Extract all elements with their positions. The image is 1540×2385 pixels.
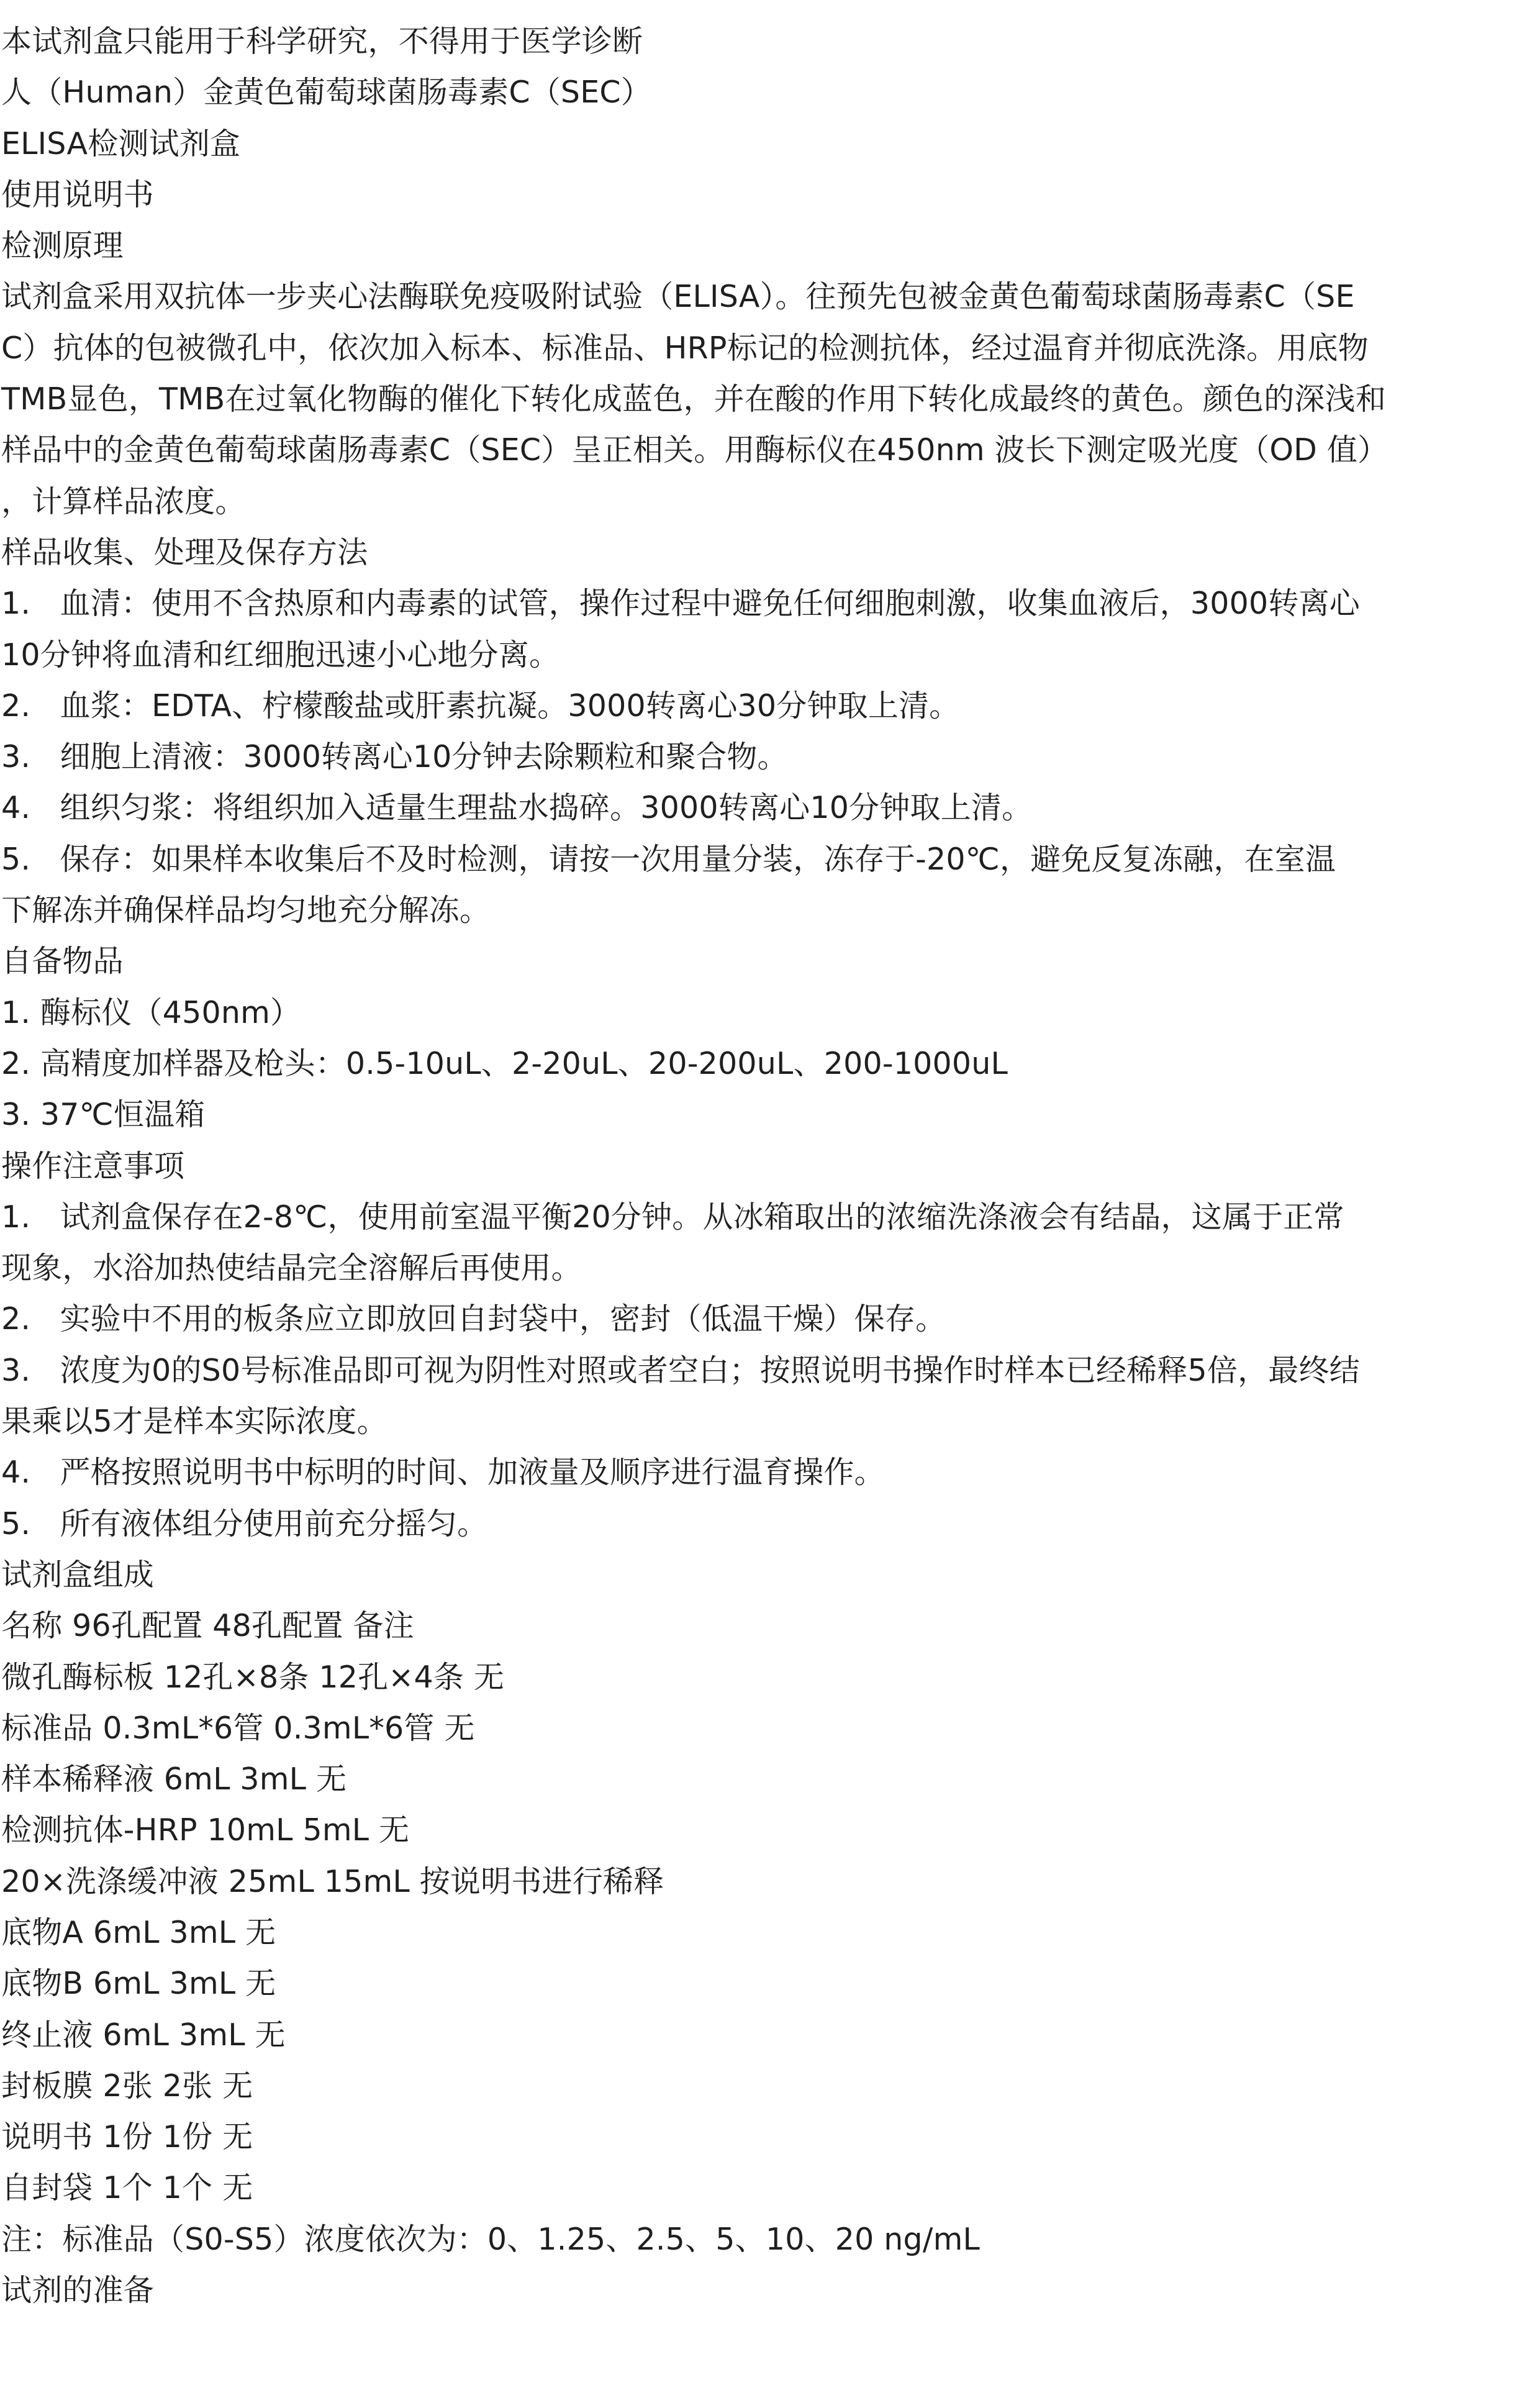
component-row: 微孔酶标板 12孔×8条 12孔×4条 无 xyxy=(1,1659,505,1695)
list-item-continuation: 下解冻并确保样品均匀地充分解冻。 xyxy=(1,893,491,929)
component-row: 20×洗涤缓冲液 25mL 15mL 按说明书进行稀释 xyxy=(1,1863,664,1899)
list-item-continuation: 10分钟将血清和红细胞迅速小心地分离。 xyxy=(1,637,560,673)
list-item: 3. 浓度为0的S0号标准品即可视为阴性对照或者空白；按照说明书操作时样本已经稀释5倍，最终结 xyxy=(1,1352,1360,1388)
paragraph-line: 试剂盒采用双抗体一步夹心法酶联免疫吸附试验（ELISA）。往预先包被金黄色葡萄球菌肠毒素C（SE xyxy=(1,279,1355,315)
component-row: 底物A 6mL 3mL 无 xyxy=(1,1914,276,1950)
section-heading-sample: 样品收集、处理及保存方法 xyxy=(1,534,368,570)
component-row: 终止液 6mL 3mL 无 xyxy=(1,2017,286,2053)
section-heading-principle: 检测原理 xyxy=(1,228,124,264)
list-item: 2. 高精度加样器及枪头：0.5-10uL、2-20uL、20-200uL、200-1000uL xyxy=(1,1045,1008,1081)
component-row: 底物B 6mL 3mL 无 xyxy=(1,1966,276,2002)
product-title-line: 人（Human）金黄色葡萄球菌肠毒素C（SEC） xyxy=(1,75,652,111)
list-item: 1. 血清：使用不含热原和内毒素的试管，操作过程中避免任何细胞刺激，收集血液后，3000转离心 xyxy=(1,586,1360,622)
paragraph-line: TMB显色，TMB在过氧化物酶的催化下转化成蓝色，并在酸的作用下转化成最终的黄色。颜色的深浅和 xyxy=(1,381,1387,417)
disclaimer-line: 本试剂盒只能用于科学研究，不得用于医学诊断 xyxy=(1,24,643,59)
section-heading-kit-components: 试剂盒组成 xyxy=(1,1556,155,1592)
list-item-continuation: 现象，水浴加热使结晶完全溶解后再使用。 xyxy=(1,1250,582,1286)
component-row: 说明书 1份 1份 无 xyxy=(1,2119,253,2155)
document-body xyxy=(0,16,1540,2316)
section-heading-precautions: 操作注意事项 xyxy=(1,1148,185,1184)
list-item: 3. 细胞上清液：3000转离心10分钟去除颗粒和聚合物。 xyxy=(1,739,788,775)
manual-title: 使用说明书 xyxy=(1,176,155,212)
list-item: 2. 实验中不用的板条应立即放回自封袋中，密封（低温干燥）保存。 xyxy=(1,1301,946,1337)
list-item: 1. 酶标仪（450nm） xyxy=(1,994,301,1030)
list-item: 3. 37℃恒温箱 xyxy=(1,1097,206,1133)
component-row: 标准品 0.3mL*6管 0.3mL*6管 无 xyxy=(1,1710,475,1746)
section-heading-materials: 自备物品 xyxy=(1,943,124,979)
component-row: 自封袋 1个 1个 无 xyxy=(1,2170,253,2206)
component-row: 封板膜 2张 2张 无 xyxy=(1,2068,253,2104)
paragraph-line: C）抗体的包被微孔中，依次加入标本、标准品、HRP标记的检测抗体，经过温育并彻底洗涤。用底物 xyxy=(1,330,1369,366)
list-item: 4. 组织匀浆：将组织加入适量生理盐水捣碎。3000转离心10分钟取上清。 xyxy=(1,790,1033,826)
list-item-continuation: 果乘以5才是样本实际浓度。 xyxy=(1,1404,387,1440)
component-table-header: 名称 96孔配置 48孔配置 备注 xyxy=(1,1608,414,1644)
component-row: 样本稀释液 6mL 3mL 无 xyxy=(1,1761,347,1797)
section-heading-reagent-prep: 试剂的准备 xyxy=(1,2273,155,2309)
list-item: 5. 所有液体组分使用前充分摇匀。 xyxy=(1,1506,488,1542)
list-item: 1. 试剂盒保存在2-8℃，使用前室温平衡20分钟。从冰箱取出的浓缩洗涤液会有结晶，这属于正常 xyxy=(1,1199,1344,1235)
paragraph-line: ，计算样品浓度。 xyxy=(1,483,246,519)
list-item: 5. 保存：如果样本收集后不及时检测，请按一次用量分装，冻存于-20℃，避免反复冻融，在室温 xyxy=(1,841,1336,877)
paragraph-line: 样品中的金黄色葡萄球菌肠毒素C（SEC）呈正相关。用酶标仪在450nm 波长下测定吸光度（OD 值） xyxy=(1,432,1388,468)
list-item: 2. 血浆：EDTA、柠檬酸盐或肝素抗凝。3000转离心30分钟取上清。 xyxy=(1,688,960,724)
product-title-line: ELISA检测试剂盒 xyxy=(1,125,241,161)
standards-note: 注：标准品（S0-S5）浓度依次为：0、1.25、2.5、5、10、20 ng/mL xyxy=(1,2221,980,2257)
component-row: 检测抗体-HRP 10mL 5mL 无 xyxy=(1,1812,410,1848)
list-item: 4. 严格按照说明书中标明的时间、加液量及顺序进行温育操作。 xyxy=(1,1455,885,1491)
